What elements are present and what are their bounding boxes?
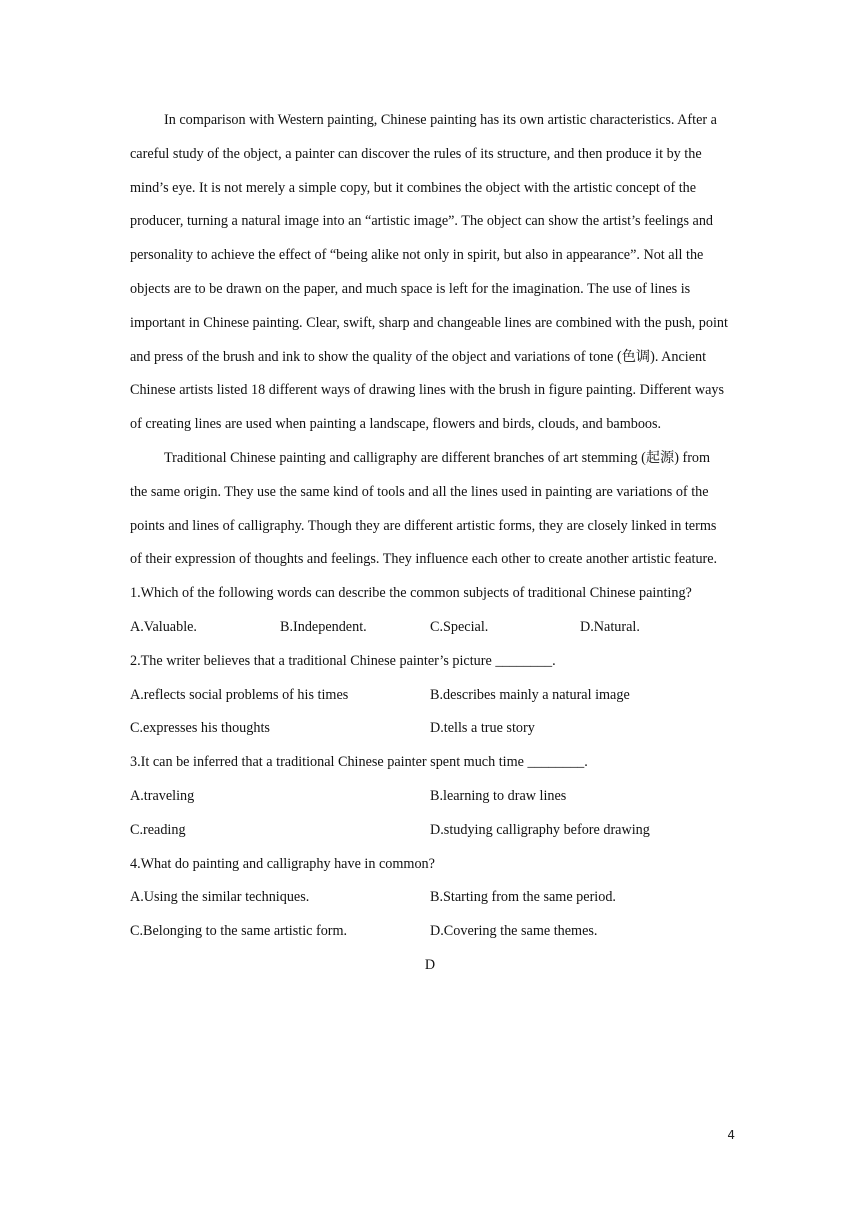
question-4-stem: 4.What do painting and calligraphy have in common? [130, 855, 435, 872]
question-4-option-c: C.Belonging to the same artistic form. [130, 923, 348, 940]
question-4-option-a: A.Using the similar techniques. [130, 889, 310, 906]
question-1-options [130, 611, 730, 645]
question-4-options-row-1 [130, 881, 730, 915]
question-3-option-a: A.traveling [130, 787, 195, 804]
question-3-option-b: B.learning to draw lines [430, 787, 567, 804]
answer-key: D [424, 956, 436, 973]
question-1-option-a: A.Valuable. [130, 618, 197, 635]
question-4-option-b: B.Starting from the same period. [430, 889, 616, 906]
document-body [130, 104, 730, 983]
question-2-options-row-1 [130, 679, 730, 713]
question-2-option-b: B.describes mainly a natural image [430, 686, 630, 703]
question-4-option-d: D.Covering the same themes. [430, 923, 598, 940]
passage-paragraph-2: Traditional Chinese painting and calligraphy are different branches of art stemming (起源) from the same origin. They use the same kind of tools and all the lines used in painting are variations of the points and lines of calligraphy. Though they are different artistic forms, they are closely linked in terms of their expression of thoughts and feelings. They influence each other to create another artistic feature. [130, 449, 718, 568]
question-2-option-a: A.reflects social problems of his times [130, 686, 349, 703]
question-3-stem: 3.It can be inferred that a traditional Chinese painter spent much time ________. [130, 754, 588, 771]
question-3-options-row-2 [130, 814, 730, 848]
question-4-options-row-2 [130, 915, 730, 949]
question-3-option-d: D.studying calligraphy before drawing [430, 821, 650, 838]
question-2-option-c: C.expresses his thoughts [130, 720, 270, 737]
question-2-options-row-2 [130, 712, 730, 746]
passage-paragraph-1: In comparison with Western painting, Chinese painting has its own artistic characteristics. After a careful study of the object, a painter can discover the rules of its structure, and then produce it by the mind’s eye. It is not merely a simple copy, but it combines the object with the artistic concept of the producer, turning a natural image into an “artistic image”. The object can show the artist’s feelings and personality to achieve the effect of “being alike not only in spirit, but also in appearance”. Not all the objects are to be drawn on the paper, and much space is left for the imagination. The use of lines is important in Chinese painting. Clear, swift, sharp and changeable lines are combined with the push, point and press of the brush and ink to show the quality of the object and variations of tone (色调). Ancient Chinese artists listed 18 different ways of drawing lines with the brush in figure painting. Different ways of creating lines are used when painting a landscape, flowers and birds, clouds, and bamboos. [130, 112, 728, 433]
question-1-option-b: B.Independent. [280, 618, 367, 635]
question-1-stem: 1.Which of the following words can describe the common subjects of traditional Chinese painting? [130, 585, 692, 602]
question-2-option-d: D.tells a true story [430, 720, 535, 737]
question-3-options-row-1 [130, 780, 730, 814]
question-3-option-c: C.reading [130, 821, 186, 838]
question-1-option-c: C.Special. [430, 618, 489, 635]
page-number: 4 [727, 1128, 735, 1142]
question-2-stem: 2.The writer believes that a traditional Chinese painter’s picture ________. [130, 652, 556, 669]
question-1-option-d: D.Natural. [580, 618, 640, 635]
